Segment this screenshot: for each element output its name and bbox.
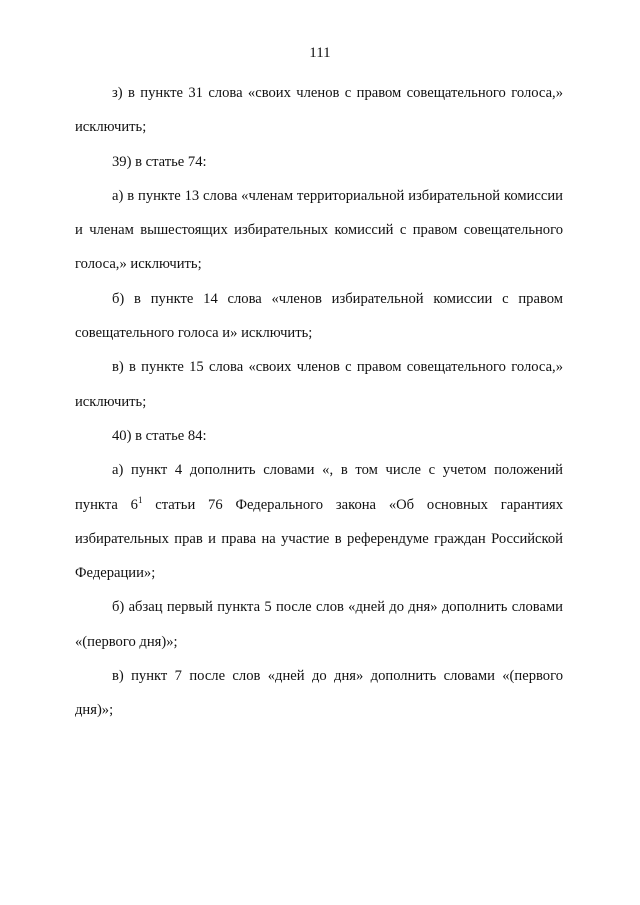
paragraph-article-84-a-text-2: статьи 76 Федерального закона «Об основных гарантиях избирательных прав и права на участие в референдуме граждан Российской Федерации»; (75, 496, 564, 582)
paragraph-article-74: 39) в статье 74: (112, 153, 207, 170)
superscript-marker: 1 (137, 494, 143, 505)
paragraph-item-z: з) в пункте 31 слова «своих членов с правом совещательного голоса,» исключить; (75, 85, 563, 136)
paragraph-article-74-a: а) в пункте 13 слова «членам территориальной избирательной комиссии и членам вышестоящих избирательных комиссий с правом совещательного голоса,» исключить; (75, 187, 563, 273)
paragraph-article-74-b: б) в пункте 14 слова «членов избирательной комиссии с правом совещательного голоса и» исключить; (75, 290, 563, 342)
paragraph-article-84: 40) в статье 84: (112, 427, 207, 444)
paragraph-article-84-v: в) пункт 7 после слов «дней до дня» дополнить словами «(первого дня)»; (75, 668, 563, 719)
page-number: 111 (309, 45, 331, 61)
paragraph-article-84-a-text-1: а) пункт 4 дополнить словами «, в том числе с учетом положений пункта 6 (75, 462, 563, 513)
paragraph-article-74-v: в) в пункте 15 слова «своих членов с правом совещательного голоса,» исключить; (75, 359, 563, 410)
document-body (75, 76, 563, 728)
paragraph-article-84-a (75, 453, 563, 590)
paragraph-article-84-b: б) абзац первый пункта 5 после слов «дней до дня» дополнить словами «(первого дня)»; (75, 599, 563, 650)
